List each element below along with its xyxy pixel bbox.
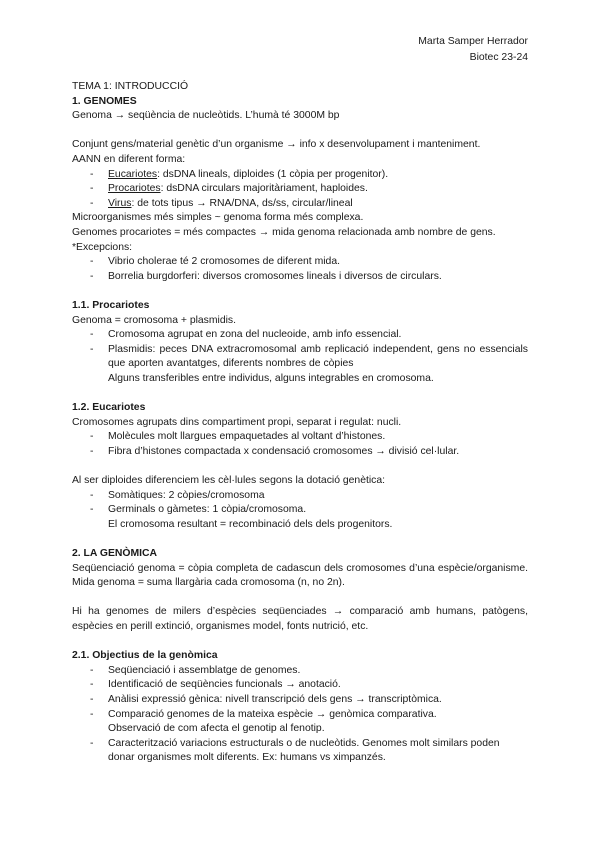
microorganisms-line: Microorganismes més simples ~ genoma forma més complexa. (72, 212, 364, 224)
document-body (72, 80, 528, 766)
list-item: - Cromosoma agrupat en zona del nucleoide, amb info essencial. (108, 328, 528, 343)
list-item: - Comparació genomes de la mateixa espècie → genòmica comparativa. Observació de com afecta el genotip al fenotip. (108, 708, 528, 737)
section-heading-genomics: 2. LA GENÒMICA (72, 548, 158, 559)
list-item: - Fibra d’histones compactada x condensació cromosomes → divisió cel·lular. (108, 445, 528, 460)
genome-definition: Genoma → seqüència de nucleòtids. L’humà té 3000M bp (72, 110, 340, 122)
sequenced-genomes-paragraph: Hi ha genomes de milers d’espècies seqüenciades → comparació amb humans, patògens, espècies en perill extinció, organismes model, fonts nutrició, etc. (72, 606, 528, 632)
list-item: - Germinals o gàmetes: 1 còpia/cromosoma. El cromosoma resultant = recombinació dels dels progenitors. (108, 503, 528, 532)
section-heading-objectives: 2.1. Objectius de la genòmica (72, 650, 218, 662)
exceptions-list (72, 255, 528, 284)
cell-types-list (72, 489, 528, 533)
list-item: - Plasmidis: peces DNA extracromosomal amb replicació independent, gens no essencials que aporten avantatges, diferents nombres de còpies Alguns transferibles entre individus, alguns integrables en cromosoma. (108, 343, 528, 387)
list-item: - Molècules molt llargues empaquetades al voltant d’histones. (108, 430, 528, 445)
genetic-material-paragraph: Conjunt gens/material genètic d’un organisme → info x desenvolupament i manteniment. (72, 139, 481, 151)
objectives-list (72, 664, 528, 766)
list-item: - Identificació de seqüències funcionals → anotació. (108, 678, 528, 693)
page-header (418, 34, 528, 66)
topic-title: TEMA 1: INTRODUCCIÓ (72, 81, 189, 92)
list-item: - Vibrio cholerae té 2 cromosomes de diferent mida. (108, 255, 528, 270)
genome-forms-list (72, 168, 528, 212)
aann-forms-intro: AANN en diferent forma: (72, 153, 186, 165)
list-item: - Caracterització variacions estructurals o de nucleòtids. Genomes molt similars poden donar organismes molt diferents. Ex: humans vs ximpanzés. (108, 737, 528, 766)
diploid-line: Al ser diploides diferenciem les cèl·lules segons la dotació genètica: (72, 475, 386, 487)
eukaryote-list (72, 430, 528, 459)
section-heading-eukaryotes: 1.2. Eucariotes (72, 402, 146, 414)
list-item: - Seqüenciació i assemblatge de genomes. (108, 664, 528, 679)
author-name: Marta Samper Herrador (418, 36, 528, 47)
list-item: - Procariotes: dsDNA circulars majoritàriament, haploides. (108, 182, 528, 197)
section-heading-genomes: 1. GENOMES (72, 95, 137, 107)
sequencing-paragraph: Seqüenciació genoma = còpia completa de cadascun dels cromosomes d’una espècie/organisme. Mida genoma = suma llargària cada cromosoma (n, no 2n). (72, 562, 528, 589)
exceptions-label: *Excepcions: (72, 241, 133, 253)
prokaryote-intro: Genoma = cromosoma + plasmidis. (72, 314, 237, 326)
eukaryote-intro: Cromosomes agrupats dins compartiment propi, separat i regulat: nucli. (72, 416, 402, 428)
list-item: - Anàlisi expressió gènica: nivell transcripció dels gens → transcriptòmica. (108, 693, 528, 708)
list-item: - Somàtiques: 2 còpies/cromosoma (108, 489, 528, 504)
course-label: Biotec 23-24 (469, 52, 528, 63)
list-item: - Virus: de tots tipus → RNA/DNA, ds/ss, circular/lineal (108, 197, 528, 212)
list-item: - Borrelia burgdorferi: diversos cromosomes lineals i diversos de circulars. (108, 270, 528, 285)
list-item: - Eucariotes: dsDNA lineals, diploides (1 còpia per progenitor). (108, 168, 528, 183)
prokaryote-list (72, 328, 528, 386)
section-heading-prokaryotes: 1.1. Procariotes (72, 299, 150, 311)
prokaryote-genomes-line: Genomes procariotes = més compactes → mida genoma relacionada amb nombre de gens. (72, 226, 496, 238)
